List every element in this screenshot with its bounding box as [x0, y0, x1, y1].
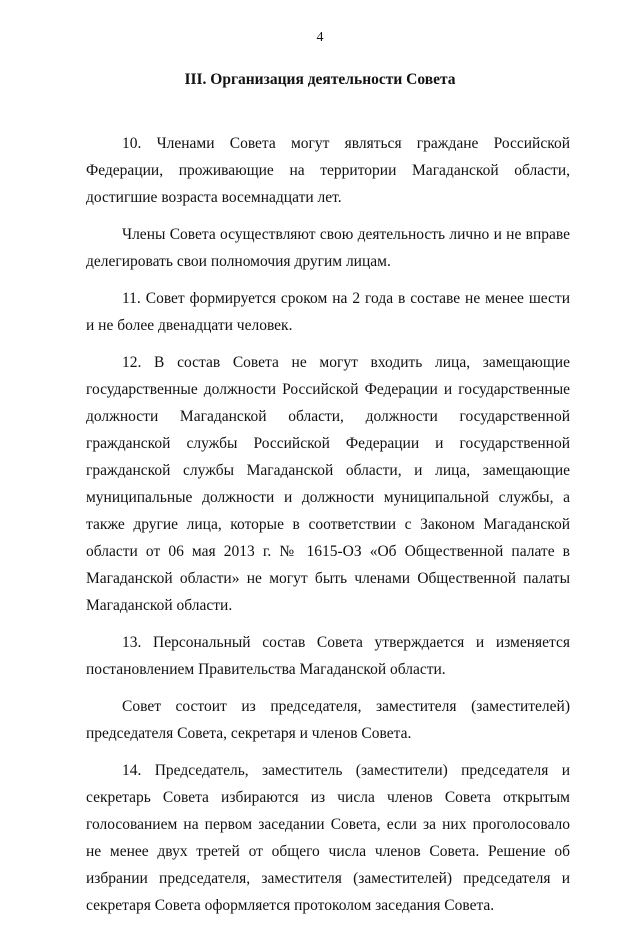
- paragraph-13-continuation: Совет состоит из председателя, заместителя (заместителей) председателя Совета, секретаря и членов Совета.: [86, 698, 570, 742]
- paragraph-10: 10. Членами Совета могут являться граждане Российской Федерации, проживающие на территории Магаданской области, достигшие возраста восемнадцати лет.: [86, 135, 570, 206]
- page-number: 4: [316, 30, 324, 45]
- paragraph-12: 12. В состав Совета не могут входить лица, замещающие государственные должности Российской Федерации и государственные должности Магаданской области, должности государственной гражданской службы Российской Федерации и государственной гражданской службы Магаданской области, и лица, замещающие муниципальные должности и должности муниципальной службы, а также другие лица, которые в соответствии с Законом Магаданской области от 06 мая 2013 г. № 1615-ОЗ «Об Общественной палате в Магаданской области» не могут быть членами Общественной палаты Магаданской области.: [86, 354, 570, 614]
- document-body: [86, 130, 570, 929]
- paragraph-13: 13. Персональный состав Совета утверждается и изменяется постановлением Правительства Магаданской области.: [86, 634, 570, 678]
- paragraph-11: 11. Совет формируется сроком на 2 года в составе не менее шести и не более двенадцати человек.: [86, 290, 570, 334]
- section-title: III. Организация деятельности Совета: [184, 71, 456, 88]
- paragraph-10-continuation: Члены Совета осуществляют свою деятельность лично и не вправе делегировать свои полномочия другим лицам.: [86, 226, 570, 270]
- paragraph-14: 14. Председатель, заместитель (заместители) председателя и секретарь Совета избираются из числа членов Совета открытым голосованием на первом заседании Совета, если за них проголосовало не менее двух третей от общего числа членов Совета. Решение об избрании председателя, заместителя (заместителей) председателя и секретаря Совета оформляется протоколом заседания Совета.: [86, 762, 570, 914]
